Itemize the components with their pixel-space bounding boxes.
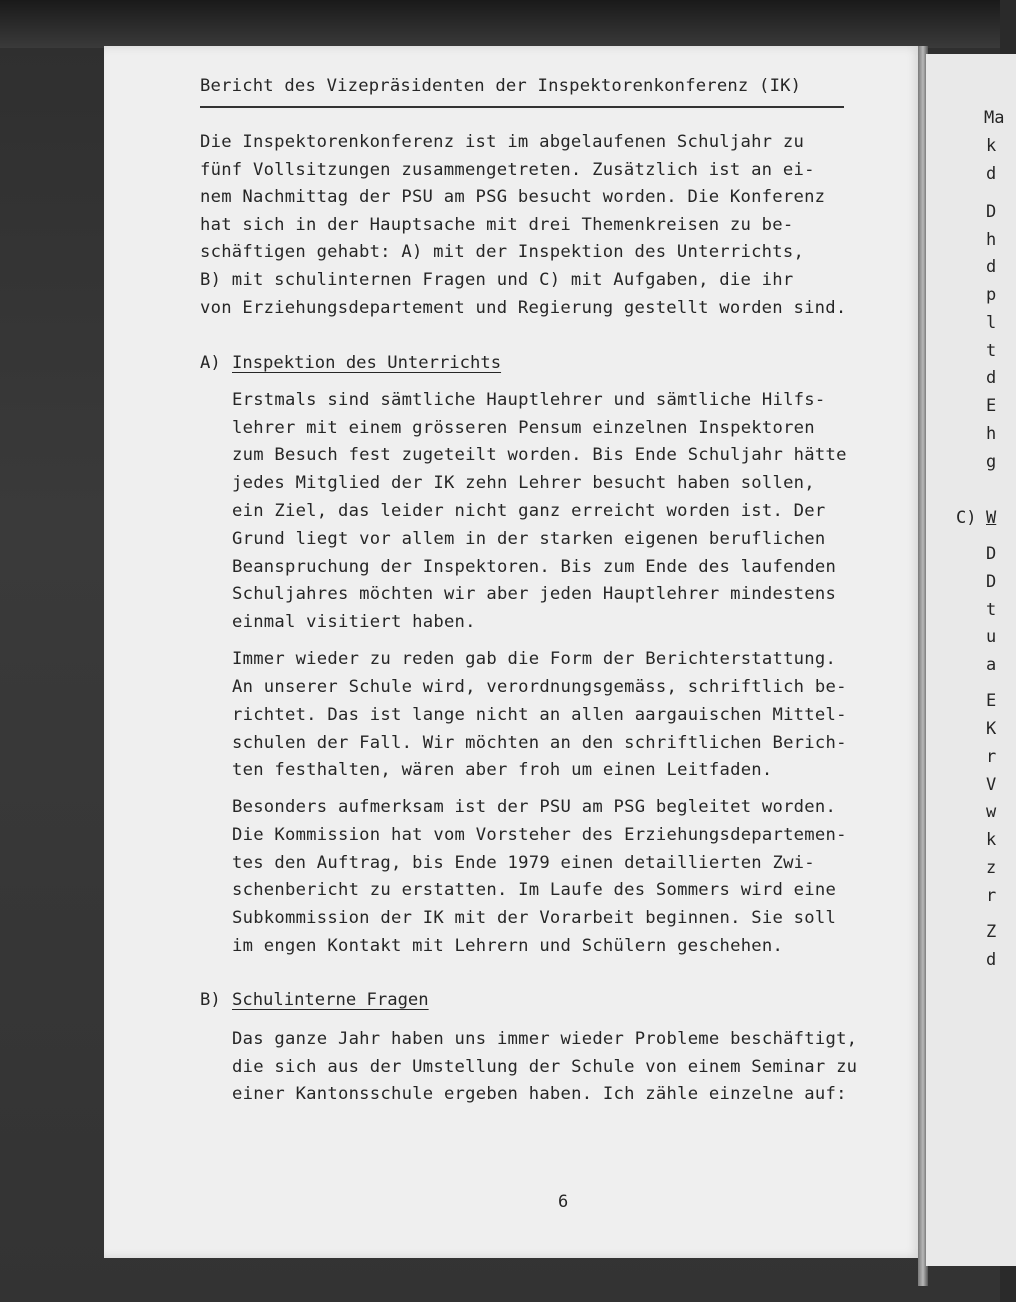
document-page xyxy=(104,46,922,1258)
facing-fragment: u xyxy=(986,627,997,647)
section-a-p1-line: Beanspruchung der Inspektoren. Bis zum Ende des laufenden xyxy=(232,557,837,577)
section-a-p3-line: Die Kommission hat vom Vorsteher des Erziehungsdepartemen- xyxy=(232,825,847,845)
section-a-p1-line: Grund liegt vor allem in der starken eigenen beruflichen xyxy=(232,529,826,549)
facing-page xyxy=(926,54,1016,1266)
facing-fragment: h xyxy=(986,230,997,250)
facing-fragment: V xyxy=(986,775,997,795)
section-a-p1-line: einmal visitiert haben. xyxy=(232,612,476,632)
facing-fragment: z xyxy=(986,858,997,878)
facing-fragment: t xyxy=(986,600,997,620)
section-a-p2-line: An unserer Schule wird, verordnungsgemäss, schriftlich be- xyxy=(232,677,847,697)
section-a-p3-line: Subkommission der IK mit der Vorarbeit beginnen. Sie soll xyxy=(232,908,837,928)
facing-fragment: Ma xyxy=(984,108,1005,128)
section-a-p1-line: lehrer mit einem grösseren Pensum einzelnen Inspektoren xyxy=(232,418,815,438)
section-a-p3-line: schenbericht zu erstatten. Im Laufe des Sommers wird eine xyxy=(232,880,837,900)
facing-fragment: d xyxy=(986,164,997,184)
section-b-title: Schulinterne Fragen xyxy=(232,990,429,1010)
page-header: Bericht des Vizepräsidenten der Inspektorenkonferenz (IK) xyxy=(200,76,802,96)
facing-fragment: k xyxy=(986,830,997,850)
facing-fragment: Z xyxy=(986,922,997,942)
facing-fragment: r xyxy=(986,886,997,906)
section-a-p1-line: jedes Mitglied der IK zehn Lehrer besucht haben sollen, xyxy=(232,473,815,493)
intro-line: nem Nachmittag der PSU am PSG besucht worden. Die Konferenz xyxy=(200,187,826,207)
section-b-p1-line: einer Kantonsschule ergeben haben. Ich zähle einzelne auf: xyxy=(232,1084,847,1104)
facing-fragment: D xyxy=(986,572,997,592)
facing-section-fragment: W xyxy=(986,508,997,528)
scan-top-shadow xyxy=(0,0,1000,48)
section-a-p2-line: richtet. Das ist lange nicht an allen aargauischen Mittel- xyxy=(232,705,847,725)
intro-line: von Erziehungsdepartement und Regierung gestellt worden sind. xyxy=(200,298,847,318)
page-number: 6 xyxy=(558,1192,569,1212)
intro-line: fünf Vollsitzungen zusammengetreten. Zusätzlich ist an ei- xyxy=(200,160,815,180)
facing-fragment: K xyxy=(986,719,997,739)
facing-fragment: k xyxy=(986,136,997,156)
section-b-p1-line: Das ganze Jahr haben uns immer wieder Probleme beschäftigt, xyxy=(232,1029,858,1049)
facing-fragment: l xyxy=(986,313,997,333)
intro-line: Die Inspektorenkonferenz ist im abgelaufenen Schuljahr zu xyxy=(200,132,805,152)
section-a-p1-line: Schuljahres möchten wir aber jeden Hauptlehrer mindestens xyxy=(232,584,837,604)
section-a-p3-line: tes den Auftrag, bis Ende 1979 einen detaillierten Zwi- xyxy=(232,853,815,873)
section-a-title: Inspektion des Unterrichts xyxy=(232,353,502,373)
facing-fragment: D xyxy=(986,544,997,564)
facing-fragment: h xyxy=(986,424,997,444)
section-a-p3-line: Besonders aufmerksam ist der PSU am PSG begleitet worden. xyxy=(232,797,837,817)
facing-section-label: C) xyxy=(956,508,977,528)
section-a-p1-line: zum Besuch fest zugeteilt worden. Bis Ende Schuljahr hätte xyxy=(232,445,847,465)
facing-fragment: d xyxy=(986,950,997,970)
facing-fragment: E xyxy=(986,396,997,416)
facing-fragment: g xyxy=(986,452,997,472)
section-b-p1-line: die sich aus der Umstellung der Schule von einem Seminar zu xyxy=(232,1057,858,1077)
section-b-label: B) xyxy=(200,990,221,1010)
intro-line: hat sich in der Hauptsache mit drei Themenkreisen zu be- xyxy=(200,215,794,235)
section-a-label: A) xyxy=(200,353,221,373)
facing-fragment: E xyxy=(986,691,997,711)
facing-fragment: t xyxy=(986,341,997,361)
facing-fragment: r xyxy=(986,747,997,767)
header-rule xyxy=(200,106,844,108)
facing-fragment: p xyxy=(986,285,997,305)
facing-fragment: D xyxy=(986,202,997,222)
facing-fragment: w xyxy=(986,802,997,822)
facing-fragment: d xyxy=(986,257,997,277)
section-a-p1-line: Erstmals sind sämtliche Hauptlehrer und sämtliche Hilfs- xyxy=(232,390,826,410)
section-a-p2-line: Immer wieder zu reden gab die Form der Berichterstattung. xyxy=(232,649,837,669)
intro-line: B) mit schulinternen Fragen und C) mit Aufgaben, die ihr xyxy=(200,270,794,290)
section-a-p2-line: ten festhalten, wären aber froh um einen Leitfaden. xyxy=(232,760,773,780)
section-a-p1-line: ein Ziel, das leider nicht ganz erreicht worden ist. Der xyxy=(232,501,826,521)
intro-line: schäftigen gehabt: A) mit der Inspektion des Unterrichts, xyxy=(200,242,805,262)
facing-fragment: d xyxy=(986,368,997,388)
section-a-p2-line: schulen der Fall. Wir möchten an den schriftlichen Berich- xyxy=(232,733,847,753)
facing-fragment: a xyxy=(986,655,997,675)
section-a-p3-line: im engen Kontakt mit Lehrern und Schülern geschehen. xyxy=(232,936,784,956)
